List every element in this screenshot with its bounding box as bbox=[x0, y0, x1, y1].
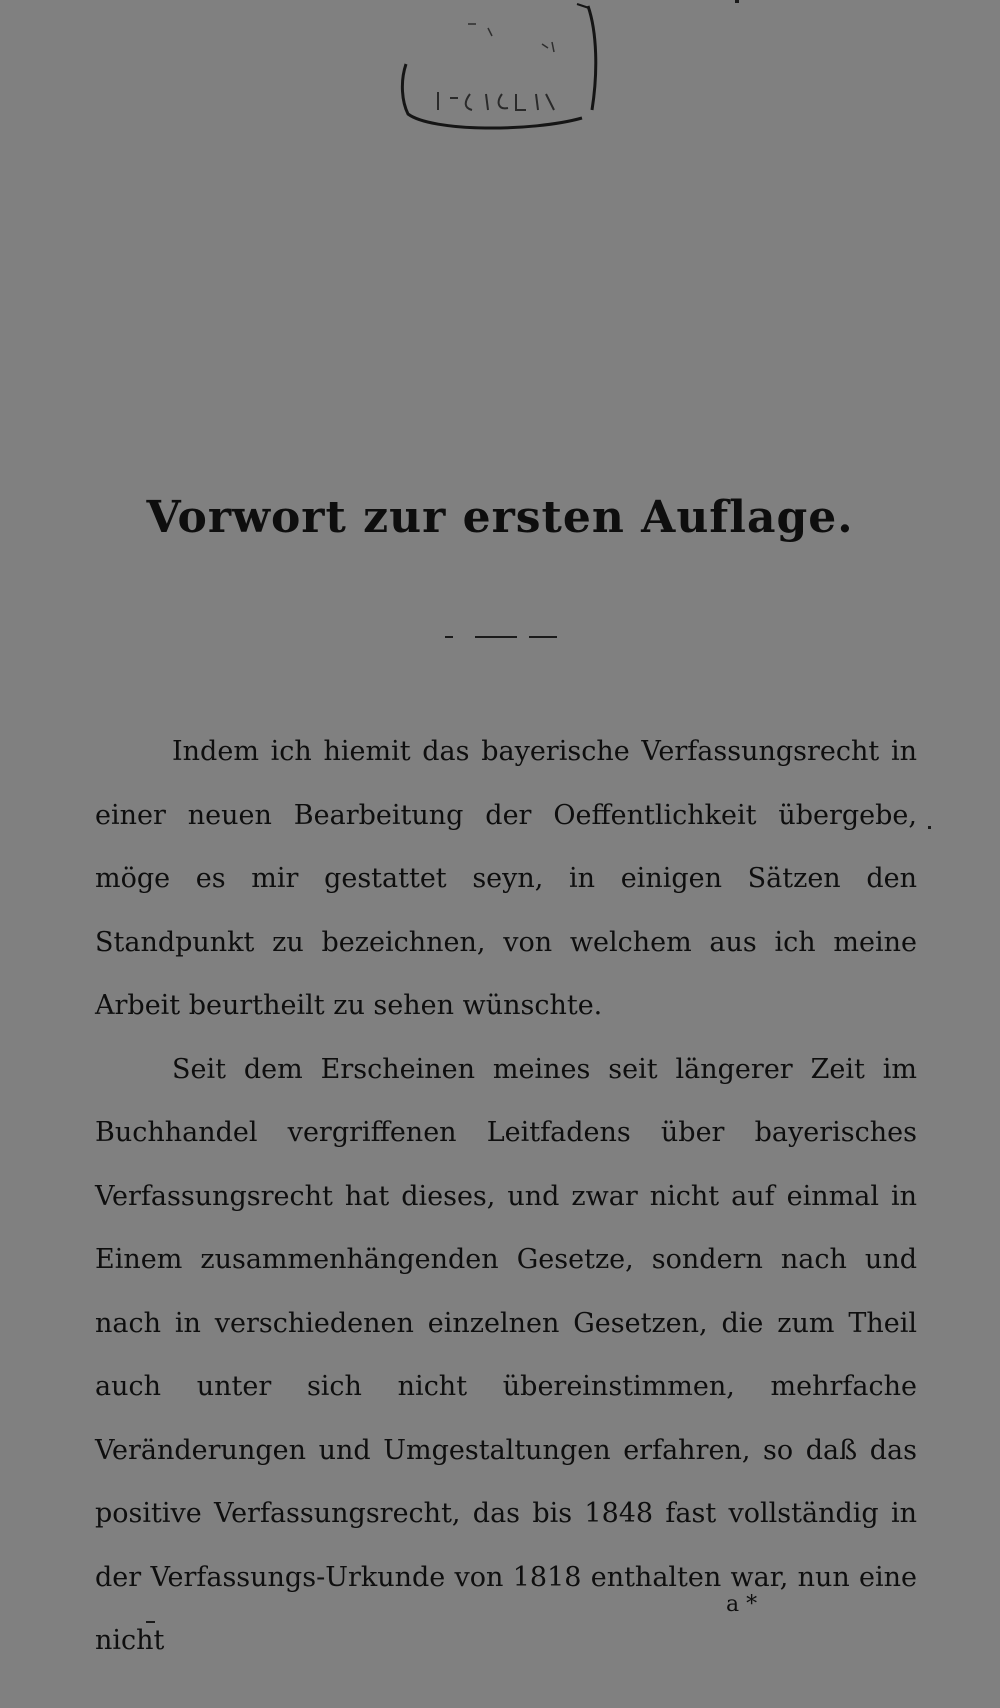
margin-speck bbox=[146, 1621, 155, 1623]
title-divider bbox=[445, 636, 557, 638]
page-title: Vorwort zur ersten Auflage. bbox=[146, 492, 854, 543]
paragraph-2: Seit dem Erscheinen meines seit längerer Zeit im Buchhandel vergriffenen Leitfadens über bayerisches Verfassungsrecht hat dieses, und zwar nicht auf einmal in Einem zusammenhängenden Gesetze, sondern nach und nach in verschiedenen einzelnen Gesetzen, die zum Theil auch unter sich nicht übereinstimmen, mehrfache Veränderungen und Umgestaltungen erfahren, so daß das positive Verfassungsrecht, das bis 1848 fast vollständig in der Verfassungs-Urkunde von 1818 enthalten war, nun eine nicht bbox=[95, 1053, 917, 1656]
library-stamp-icon bbox=[392, 2, 604, 132]
signature-mark: a * bbox=[726, 1592, 758, 1617]
body-text bbox=[95, 720, 917, 1673]
margin-speck bbox=[928, 826, 931, 829]
paragraph-1: Indem ich hiemit das bayerische Verfassungsrecht in einer neuen Bearbeitung der Oeffentlichkeit übergebe, möge es mir gestattet seyn, in einigen Sätzen den Standpunkt zu bezeichnen, von welchem aus ich meine Arbeit beurtheilt zu sehen wünschte. bbox=[95, 736, 917, 1021]
margin-speck bbox=[735, 0, 739, 3]
